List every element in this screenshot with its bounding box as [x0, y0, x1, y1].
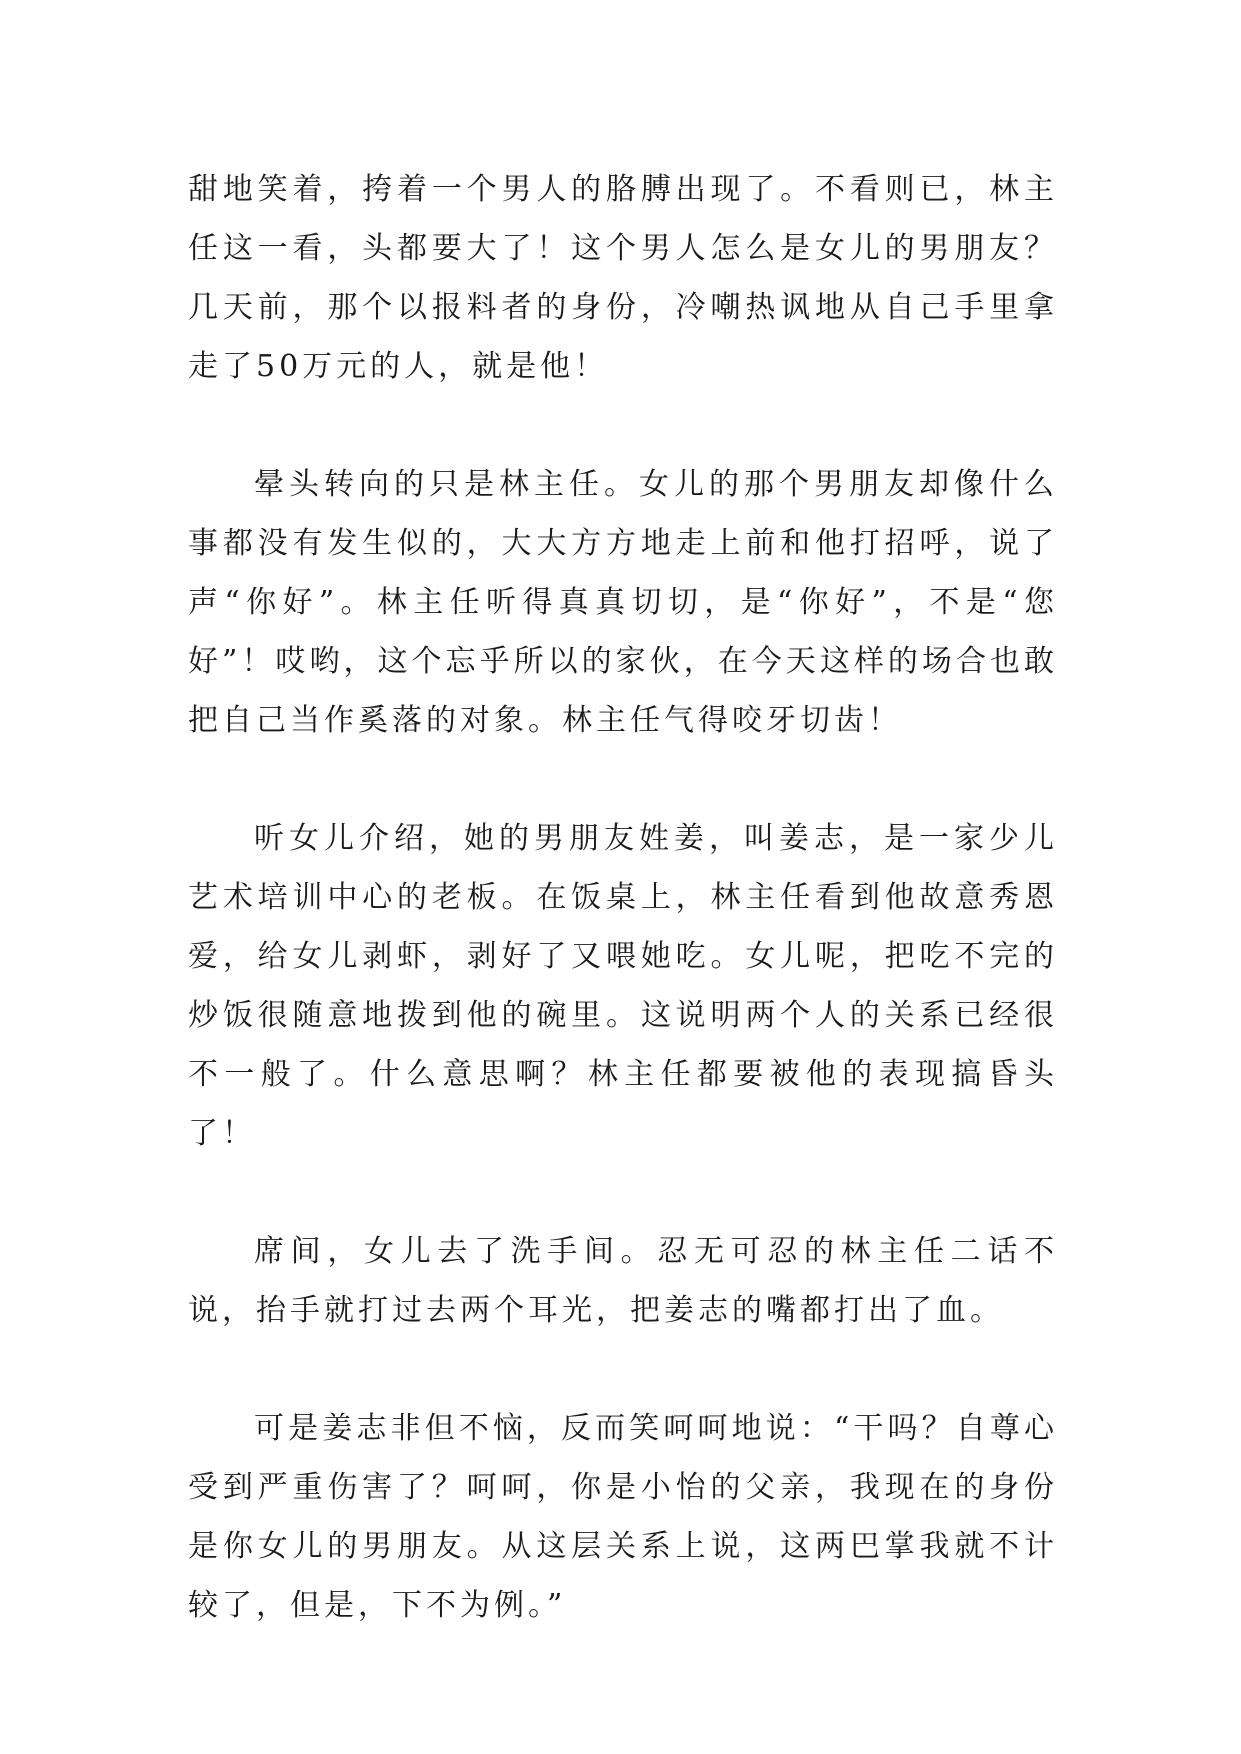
paragraph-4: 席间，女儿去了洗手间。忍无可忍的林主任二话不说，抬手就打过去两个耳光，把姜志的嘴都打出了血。: [188, 1234, 1058, 1328]
paragraph-5: 可是姜志非但不恼，反而笑呵呵地说：“干吗？自尊心受到严重伤害了？呵呵，你是小怡的父亲，我现在的身份是你女儿的男朋友。从这层关系上说，这两巴掌我就不计较了，但是，下不为例。”: [188, 1411, 1058, 1623]
paragraph-1: 甜地笑着，挎着一个男人的胳膊出现了。不看则已，林主任这一看，头都要大了！这个男人怎么是女儿的男朋友？几天前，那个以报料者的身份，冷嘲热讽地从自己手里拿走了50万元的人，就是他！: [188, 172, 1058, 384]
paragraph-3: 听女儿介绍，她的男朋友姓姜，叫姜志，是一家少儿艺术培训中心的老板。在饭桌上，林主任看到他故意秀恩爱，给女儿剥虾，剥好了又喂她吃。女儿呢，把吃不完的炒饭很随意地拨到他的碗里。这说明两个人的关系已经很不一般了。什么意思啊？林主任都要被他的表现搞昏头了！: [188, 821, 1058, 1151]
story-text: [188, 160, 1058, 1694]
paragraph-2: 晕头转向的只是林主任。女儿的那个男朋友却像什么事都没有发生似的，大大方方地走上前和他打招呼，说了声“你好”。林主任听得真真切切，是“你好”，不是“您好”！哎哟，这个忘乎所以的家伙，在今天这样的场合也敢把自己当作奚落的对象。林主任气得咬牙切齿！: [188, 467, 1058, 738]
